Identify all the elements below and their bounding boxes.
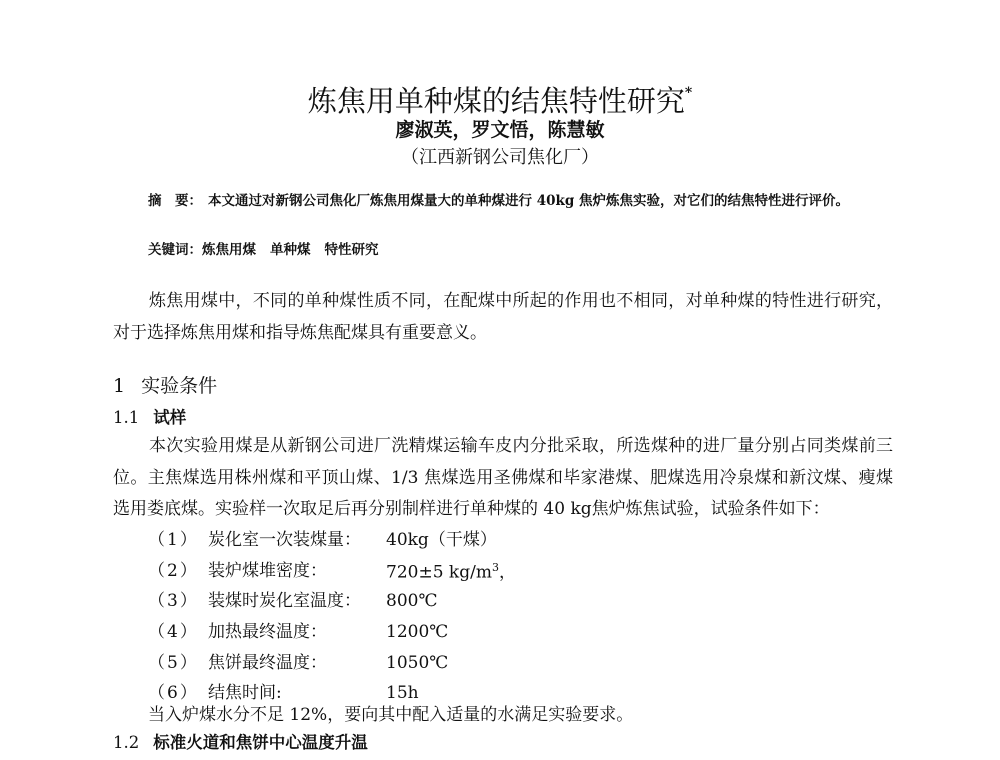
condition-value: 1050℃ [386,652,449,673]
condition-value-suffix: ， [498,563,516,584]
subsection-number: 1.1 [113,408,140,427]
condition-item [148,556,748,587]
condition-name: 装煤时炭化室温度： [208,591,361,612]
condition-name: 焦饼最终温度： [208,652,327,673]
abstract-text: 本文通过对新钢公司焦化厂炼焦用煤量大的单种煤进行 40kg 焦炉炼焦实验，对它们的结焦特性进行评价。 [208,193,849,209]
condition-name: 装炉煤堆密度： [208,560,327,581]
keywords [148,238,868,262]
condition-value: 40kg（干煤） [386,530,497,550]
subsection-title: 标准火道和焦饼中心温度升温 [153,733,368,752]
keyword: 炼焦用煤 [202,242,256,258]
condition-index: （5） [148,652,199,673]
condition-index: （6） [148,683,199,704]
abstract [148,189,868,213]
moisture-note: 当入炉煤水分不足 12%，要向其中配入适量的水满足实验要求。 [148,705,634,725]
condition-index: （2） [148,560,199,581]
section-number: 1 [113,375,126,397]
paper-title [0,76,1000,118]
subsection-heading [113,405,186,431]
affiliation: （江西新钢公司焦化厂） [401,147,599,168]
condition-index: （1） [148,530,199,550]
condition-value-superscript: 3 [491,561,499,575]
condition-value: 1200℃ [386,622,449,643]
condition-item [148,648,748,679]
condition-name: 结焦时间: [208,683,282,704]
subsection-title: 试样 [153,408,187,427]
condition-index: （3） [148,591,199,612]
experiment-conditions-list [148,525,748,709]
condition-name: 炭化室一次装煤量： [208,530,361,550]
section-title: 实验条件 [141,375,218,397]
abstract-label: 摘 要： [148,193,202,209]
paper-title-text: 炼焦用单种煤的结焦特性研究 [307,84,685,118]
intro-paragraph: 炼焦用煤中，不同的单种煤性质不同，在配煤中所起的作用也不相同，对单种煤的特性进行研究，对于选择炼焦用煤和指导炼焦配煤具有重要意义。 [113,291,893,343]
sample-paragraph: 本次实验用煤是从新钢公司进厂洗精煤运输车皮内分批采取，所选煤种的进厂量分别占同类煤前三位。主焦煤选用株州煤和平顶山煤、1/3 焦煤选用圣佛煤和毕家港煤、肥煤选用冷泉煤和新汶煤、瘦煤选用娄底煤。实验样一次取足后再分别制样进行单种煤的 40 kg焦炉炼焦试验，试验条件如下： [113,436,893,519]
condition-value: 800℃ [386,591,438,612]
condition-value-main: 720±5 kg/m [386,563,492,584]
keyword: 单种煤 [270,242,311,258]
condition-item [148,525,748,556]
condition-item [148,617,748,648]
condition-item [148,586,748,617]
title-footnote-mark: * [684,85,693,101]
condition-name: 加热最终温度： [208,622,327,643]
condition-value: 15h [386,683,419,704]
condition-index: （4） [148,622,199,643]
author-list: 廖淑英，罗文悟，陈慧敏 [395,119,605,141]
keyword: 特性研究 [324,242,379,258]
section-heading [113,372,217,400]
subsection-heading [113,730,368,756]
keywords-label: 关键词： [148,242,202,258]
condition-value [386,553,516,588]
subsection-number: 1.2 [113,733,140,752]
